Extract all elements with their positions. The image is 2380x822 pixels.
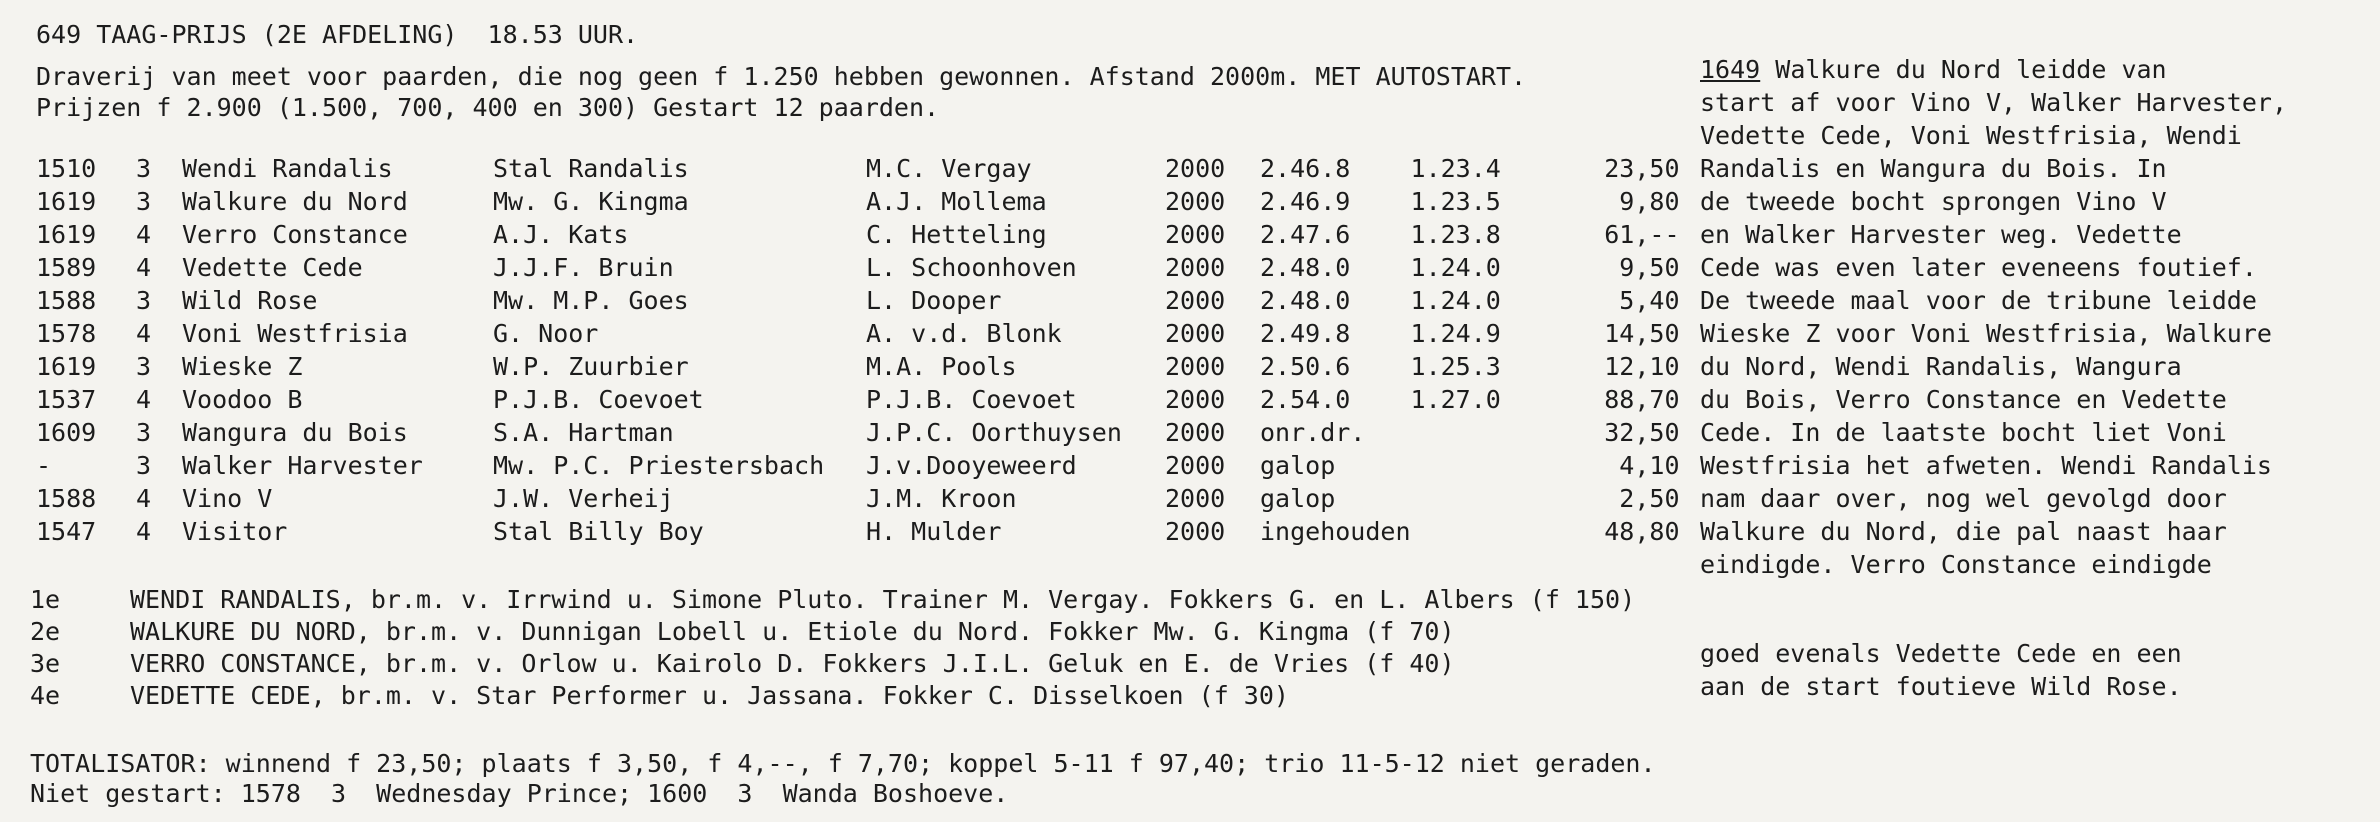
odds: 23,50	[1604, 154, 1680, 183]
result-row	[36, 218, 1680, 251]
odds: 32,50	[1604, 418, 1680, 447]
owner-name: P.J.B. Coevoet	[493, 385, 704, 414]
race-time: 2.49.8	[1260, 319, 1351, 348]
placing-row	[30, 680, 1635, 712]
odds: 4,10	[1619, 451, 1680, 480]
horse-name: Wendi Randalis	[182, 154, 393, 183]
result-row	[36, 383, 1680, 416]
distance: 2000	[1165, 484, 1226, 513]
odds: 48,80	[1604, 517, 1680, 546]
result-row	[36, 152, 1680, 185]
driver-name: C. Hetteling	[866, 220, 1047, 249]
race-time: 2.54.0	[1260, 385, 1351, 414]
report-line: Wieske Z voor Voni Westfrisia, Walkure	[1700, 319, 2272, 348]
placing-position: 3e	[30, 649, 61, 678]
result-row	[36, 416, 1680, 449]
owner-name: Mw. M.P. Goes	[493, 286, 689, 315]
race-time: 2.48.0	[1260, 253, 1351, 282]
km-time	[1411, 515, 1535, 548]
horse-name: Vedette Cede	[182, 253, 363, 282]
race-prizes: Prijzen f 2.900 (1.500, 700, 400 en 300) Gestart 12 paarden.	[36, 93, 940, 122]
km-time	[1411, 482, 1535, 515]
race-time: ingehouden	[1260, 517, 1411, 546]
odds: 9,80	[1619, 187, 1680, 216]
km-time	[1411, 416, 1535, 449]
owner-name: Stal Randalis	[493, 154, 689, 183]
driver-name: P.J.B. Coevoet	[866, 385, 1077, 414]
owner-name: Mw. P.C. Priestersbach	[493, 451, 825, 480]
report-line: Cede was even later eveneens foutief.	[1700, 253, 2257, 282]
driver-name: L. Schoonhoven	[866, 253, 1077, 282]
km-time: 1.25.3	[1410, 352, 1501, 381]
report-line: Westfrisia het afweten. Wendi Randalis	[1700, 451, 2272, 480]
km-time: 1.27.0	[1410, 385, 1501, 414]
race-time: galop	[1260, 451, 1336, 480]
km-time: 1.23.8	[1410, 220, 1501, 249]
driver-name: J.v.Dooyeweerd	[866, 451, 1077, 480]
odds: 9,50	[1619, 253, 1680, 282]
horse-age: 4	[136, 319, 152, 348]
race-header: 649 TAAG-PRIJS (2E AFDELING) 18.53 UUR.	[36, 20, 639, 49]
driver-name: M.C. Vergay	[866, 154, 1032, 183]
placing-text: VEDETTE CEDE, br.m. v. Star Performer u. Jassana. Fokker C. Disselkoen (f 30)	[130, 681, 1289, 710]
driver-name: J.M. Kroon	[866, 484, 1017, 513]
previous-race: 1619	[36, 187, 97, 216]
totals-section	[30, 749, 1656, 809]
race-report	[1700, 53, 2360, 581]
driver-name: J.P.C. Oorthuysen	[866, 418, 1122, 447]
driver-name: A.J. Mollema	[866, 187, 1047, 216]
placing-row	[30, 648, 1635, 680]
report-line: aan de start foutieve Wild Rose.	[1700, 672, 2182, 701]
race-conditions: Draverij van meet voor paarden, die nog geen f 1.250 hebben gewonnen. Afstand 2000m. MET AUTOSTART.	[36, 62, 1527, 91]
horse-age: 3	[136, 286, 152, 315]
result-row	[36, 515, 1680, 548]
previous-race: 1609	[36, 418, 97, 447]
previous-race: 1547	[36, 517, 97, 546]
horse-name: Wangura du Bois	[182, 418, 408, 447]
report-line: Vedette Cede, Voni Westfrisia, Wendi	[1700, 121, 2242, 150]
horse-age: 3	[136, 187, 152, 216]
odds: 61,--	[1604, 220, 1680, 249]
placing-row	[30, 584, 1635, 616]
horse-age: 4	[136, 253, 152, 282]
distance: 2000	[1165, 187, 1226, 216]
not-started-line: Niet gestart: 1578 3 Wednesday Prince; 1600 3 Wanda Boshoeve.	[30, 779, 1009, 808]
owner-name: S.A. Hartman	[493, 418, 674, 447]
previous-race: 1589	[36, 253, 97, 282]
previous-race: 1588	[36, 286, 97, 315]
report-line: eindigde. Verro Constance eindigde	[1700, 550, 2212, 579]
race-time: 2.48.0	[1260, 286, 1351, 315]
report-line: goed evenals Vedette Cede en een	[1700, 639, 2182, 668]
totalisator-line: TOTALISATOR: winnend f 23,50; plaats f 3,50, f 4,--, f 7,70; koppel 5-11 f 97,40; trio 11-5-12 niet geraden.	[30, 749, 1656, 778]
owner-name: Stal Billy Boy	[493, 517, 704, 546]
previous-race: 1537	[36, 385, 97, 414]
odds: 88,70	[1604, 385, 1680, 414]
driver-name: L. Dooper	[866, 286, 1002, 315]
race-reference: 1649	[1700, 55, 1761, 84]
horse-name: Voni Westfrisia	[182, 319, 408, 348]
placing-position: 2e	[30, 617, 61, 646]
result-row	[36, 350, 1680, 383]
previous-race: 1619	[36, 352, 97, 381]
driver-name: A. v.d. Blonk	[866, 319, 1062, 348]
report-line: du Nord, Wendi Randalis, Wangura	[1700, 352, 2182, 381]
horse-name: Wieske Z	[182, 352, 303, 381]
distance: 2000	[1165, 154, 1226, 183]
placing-text: VERRO CONSTANCE, br.m. v. Orlow u. Kairolo D. Fokkers J.I.L. Geluk en E. de Vries (f 40)	[130, 649, 1455, 678]
report-line: Walkure du Nord, die pal naast haar	[1700, 517, 2227, 546]
horse-age: 4	[136, 517, 152, 546]
report-first-line-text: Walkure du Nord leidde van	[1760, 55, 2167, 84]
horse-age: 3	[136, 154, 152, 183]
distance: 2000	[1165, 220, 1226, 249]
previous-race: 1588	[36, 484, 97, 513]
previous-race: 1578	[36, 319, 97, 348]
race-time: 2.50.6	[1260, 352, 1351, 381]
km-time: 1.23.4	[1410, 154, 1501, 183]
placing-text: WALKURE DU NORD, br.m. v. Dunnigan Lobell u. Etiole du Nord. Fokker Mw. G. Kingma (f 70)	[130, 617, 1455, 646]
horse-name: Visitor	[182, 517, 288, 546]
distance: 2000	[1165, 418, 1226, 447]
report-line: du Bois, Verro Constance en Vedette	[1700, 385, 2227, 414]
horse-name: Voodoo B	[182, 385, 303, 414]
distance: 2000	[1165, 517, 1226, 546]
distance: 2000	[1165, 286, 1226, 315]
odds: 5,40	[1619, 286, 1680, 315]
odds: 12,10	[1604, 352, 1680, 381]
horse-name: Walker Harvester	[182, 451, 423, 480]
driver-name: H. Mulder	[866, 517, 1002, 546]
owner-name: J.J.F. Bruin	[493, 253, 674, 282]
horse-name: Walkure du Nord	[182, 187, 408, 216]
placing-text: WENDI RANDALIS, br.m. v. Irrwind u. Simone Pluto. Trainer M. Vergay. Fokkers G. en L. Albers (f 150)	[130, 585, 1636, 614]
km-time: 1.24.0	[1410, 286, 1501, 315]
placings-list	[30, 584, 1635, 712]
owner-name: Mw. G. Kingma	[493, 187, 689, 216]
horse-name: Verro Constance	[182, 220, 408, 249]
race-time: onr.dr.	[1260, 418, 1366, 447]
distance: 2000	[1165, 253, 1226, 282]
horse-age: 4	[136, 484, 152, 513]
results-table	[36, 152, 1680, 548]
report-line: de tweede bocht sprongen Vino V	[1700, 187, 2167, 216]
result-row	[36, 482, 1680, 515]
report-line: Randalis en Wangura du Bois. In	[1700, 154, 2167, 183]
result-row	[36, 251, 1680, 284]
km-time: 1.24.0	[1410, 253, 1501, 282]
report-line: en Walker Harvester weg. Vedette	[1700, 220, 2182, 249]
owner-name: W.P. Zuurbier	[493, 352, 689, 381]
distance: 2000	[1165, 319, 1226, 348]
race-time: 2.47.6	[1260, 220, 1351, 249]
horse-name: Wild Rose	[182, 286, 318, 315]
result-row	[36, 449, 1680, 482]
owner-name: G. Noor	[493, 319, 599, 348]
previous-race: -	[36, 451, 52, 480]
result-row	[36, 317, 1680, 350]
race-time: 2.46.9	[1260, 187, 1351, 216]
odds: 14,50	[1604, 319, 1680, 348]
distance: 2000	[1165, 451, 1226, 480]
placing-row	[30, 616, 1635, 648]
report-line: Cede. In de laatste bocht liet Voni	[1700, 418, 2227, 447]
report-first-line	[1700, 53, 2360, 86]
previous-race: 1619	[36, 220, 97, 249]
horse-name: Vino V	[182, 484, 273, 513]
result-row	[36, 185, 1680, 218]
race-time: 2.46.8	[1260, 154, 1351, 183]
km-time: 1.23.5	[1410, 187, 1501, 216]
race-time: galop	[1260, 484, 1336, 513]
report-line: nam daar over, nog wel gevolgd door	[1700, 484, 2227, 513]
placing-position: 4e	[30, 681, 61, 710]
driver-name: M.A. Pools	[866, 352, 1017, 381]
previous-race: 1510	[36, 154, 97, 183]
horse-age: 4	[136, 385, 152, 414]
owner-name: J.W. Verheij	[493, 484, 674, 513]
result-row	[36, 284, 1680, 317]
report-line: De tweede maal voor de tribune leidde	[1700, 286, 2257, 315]
race-report-continuation	[1700, 637, 2182, 703]
distance: 2000	[1165, 385, 1226, 414]
owner-name: A.J. Kats	[493, 220, 629, 249]
placing-position: 1e	[30, 585, 61, 614]
km-time	[1411, 449, 1535, 482]
horse-age: 3	[136, 418, 152, 447]
report-line: start af voor Vino V, Walker Harvester,	[1700, 88, 2287, 117]
km-time: 1.24.9	[1410, 319, 1501, 348]
horse-age: 3	[136, 451, 152, 480]
horse-age: 3	[136, 352, 152, 381]
odds: 2,50	[1619, 484, 1680, 513]
distance: 2000	[1165, 352, 1226, 381]
horse-age: 4	[136, 220, 152, 249]
